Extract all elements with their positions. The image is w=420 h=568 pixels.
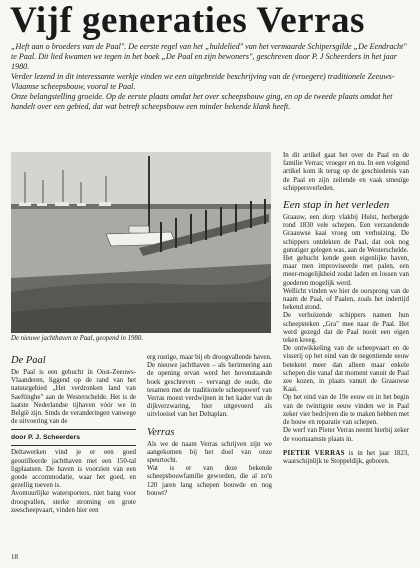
section-heading: Een stap in het verleden [283,199,390,212]
paragraph: Het gehucht kende geen eigenlijke haven, maar men improviseerde met palen, een meer-mogelijkheid zodat laden en lossen van goederen mogelijk werd. [283,255,409,287]
paragraph [283,450,409,466]
paragraph: Avontuurlijke watersporters, niet bang voor droogvallen, sterke stroming en grote zeescheepvaart, vinden hier een [11,490,136,514]
paragraph: De ontwikkeling van de scheepvaart en de visserij op het eind van de negentiende eeuw betekent meer dan alleen maar enkele schepen die vanaf dat moment vanuit de Paal zee kozen, in plaats vanuit de Graauwse Kaai. [283,345,409,394]
page-number: 18 [11,553,18,561]
column-3 [283,152,409,466]
paragraph: Wat is er van deze bekende scheepsbouwfamilie geworden, die al zo'n 120 jaren lang schepen bouwde en nog bouwt? [147,465,272,497]
article-intro [11,42,409,112]
paragraph: De werf van Pieter Verras neemt hierbij zeker de voornaamste plaats in. [283,427,409,443]
paragraph: Deltawerken vind je er een goed geoutilleerde jachthaven met een 150-tal ligplaatsen. De haven is voorzien van een goede accommodatie, waar het goed, en gezellig toeven is. [11,449,136,490]
article-title: Vijf generaties Verras [10,0,365,41]
intro-paragraph: Onze belangstelling groeide. Op de eerste plaats omdat het over scheepsbouw ging, en op de tweede plaats omdat het handelt over een gebied, dat wat betreft scheepsbouw een minder bekende klank heeft. [11,92,393,111]
divider [11,429,136,430]
paragraph: In dit artikel gaat het over de Paal en de familie Verras; vroeger en nu. In een volgend artikel kom ik terug op de geschiedenis van de Paal en zijn zeilende en vaak smeuïge schippersverleden. [283,152,409,192]
paragraph: Graauw, een dorp vlakbij Hulst, herbergde rond 1830 vele schepen. Een verzandende Graauwse kaai vroeg om verhuizing. De schippers ontdekten de Paal, dat ook nog gunstiger gelegen was, aan de Westerschelde. [283,214,409,254]
section-heading: Verras [147,426,175,438]
photo-caption: De nieuwe jachthaven te Paal, geopend in 1980. [11,335,143,342]
author-byline: door P. J. Scheerders [11,434,81,442]
column-2 [147,354,272,498]
column-1 [11,354,136,515]
paragraph: Als we de naam Verras schrijven zijn we aangekomen bij het doel van onze speurtocht. [147,440,272,465]
paragraph-text: is in het jaar 1823, waarschijnlijk te Stoppeldijk, geboren. [283,449,409,465]
name-lead: PIETER VERRAS [283,449,345,457]
paragraph: erg rustige, maar bij eb droogvallende haven. [147,354,272,361]
intro-paragraph: Verder lezend in dit interessante werkje vinden we een uitgebreide beschrijving van de (vroegere) traditionele Zeeuws-Vlaamse scheepsbouw, vooral te Paal. [11,72,395,91]
paragraph: De nieuwe jachthaven – als herinnering aan de opening ervan werd het hovenstaande boek geschreven – vervangt de oude, die tesamen met de traditionele scheepswerf van Verras moest verdwijnen in het kader van de dijkverzwaring, hier uitgevoerd als uitvloeisel van het Deltaplan. [147,362,272,419]
section-heading: De Paal [11,355,46,366]
paragraph: De Paal is een gehucht in Oost-Zeeuws-Vlaanderen, liggend op de rand van het natuurgebied „Het verdronken land van Saeftinghe" aan de Westerschelde. Het is de laatste Nederlandse tijhaven vóór we in België zijn. Sinds de veranderingen vanwege de uitvoering van de [11,369,136,426]
paragraph: Op het eind van de 19e eeuw en in het begin van de twintigste eeuw vinden we in Paal zeker vier bedrijven die te maken hebben met de bouw en reparatie van schepen. [283,394,409,427]
intro-paragraph: „Heft aan o broeders van de Paal". De eerste regel van het „huldelied" van het vermaarde Schipersgilde „De Eendracht" te Paal. Dit lied kwamen we tegen in het boek „De Paal en zijn bewoners", geschreven door P. J Scheerders in het jaar 1980. [11,42,407,71]
divider [11,445,136,446]
paragraph: Wellicht vinden we hier de oorsprong van de naam de Paal, of Paalen, zoals het indertijd bekend stond. [283,287,409,312]
paragraph: De verhuizende schippers namen hun scheepsteken „Gra" mee naar de Paal. Het werd gezegd dat de Paal nooit een eigen teken kreeg. [283,312,409,345]
marina-photo [11,152,271,333]
